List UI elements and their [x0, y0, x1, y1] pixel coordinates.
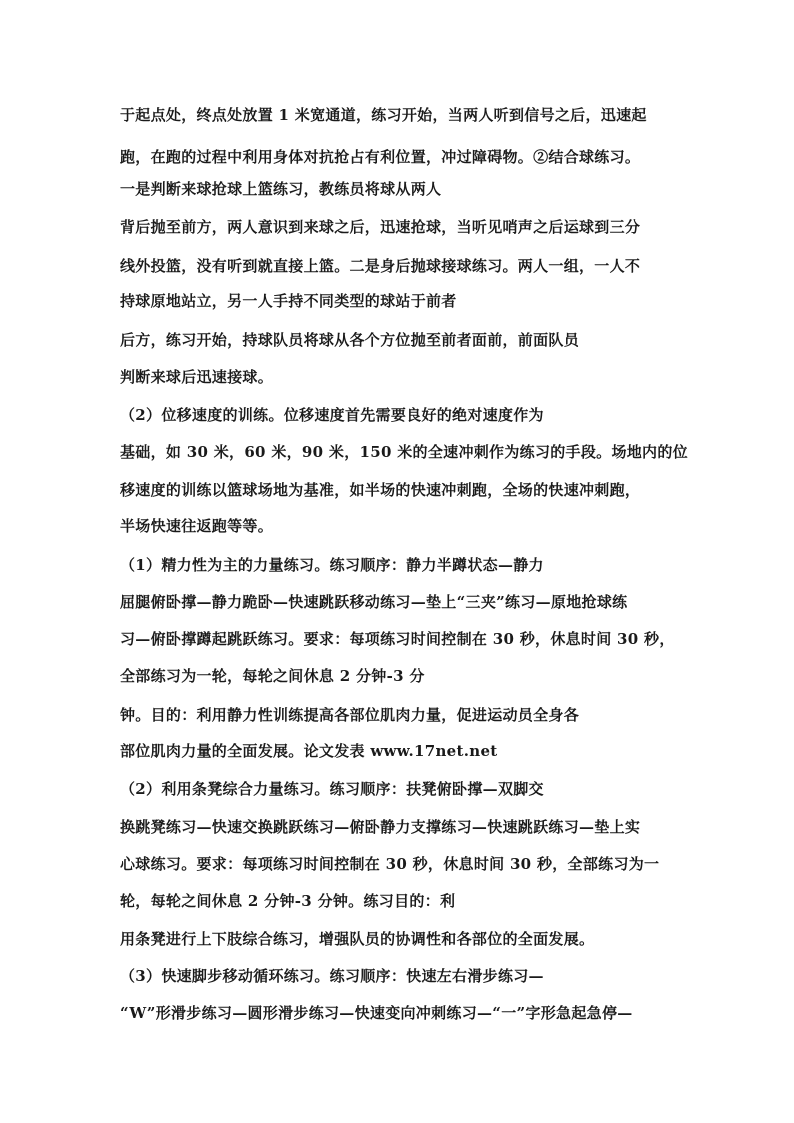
text-line: 判断来球后迅速接球。: [120, 368, 274, 386]
text-line: 心球练习。要求：每项练习时间控制在 30 秒，休息时间 30 秒，全部练习为一: [120, 855, 660, 873]
text-line: 部位肌肉力量的全面发展。论文发表 www.17net.net: [120, 742, 498, 760]
text-line: “W”形滑步练习—圆形滑步练习—快速变向冲刺练习—“一”字形急起急停—: [120, 1004, 633, 1022]
text-line: 屈腿俯卧撑—静力跪卧—快速跳跃移动练习—垫上“三夹”练习—原地抢球练: [120, 593, 628, 611]
text-line: （3）快速脚步移动循环练习。练习顺序：快速左右滑步练习—: [120, 967, 544, 985]
text-line: 移速度的训练以篮球场地为基准，如半场的快速冲刺跑，全场的快速冲刺跑，: [120, 481, 641, 499]
text-line: 换跳凳练习—快速交换跳跃练习—俯卧静力支撑练习—快速跳跃练习—垫上实: [120, 818, 641, 836]
text-line: 全部练习为一轮，每轮之间休息 2 分钟-3 分: [120, 667, 425, 685]
text-line: 持球原地站立，另一人手持不同类型的球站于前者: [120, 292, 457, 310]
text-line: 基础，如 30 米，60 米，90 米，150 米的全速冲刺作为练习的手段。场地内的位: [120, 443, 688, 461]
text-line: （2）位移速度的训练。位移速度首先需要良好的绝对速度作为: [120, 406, 544, 424]
text-line: （2）利用条凳综合力量练习。练习顺序：扶凳俯卧撑—双脚交: [120, 780, 544, 798]
text-line: 一是判断来球抢球上篮练习，教练员将球从两人: [120, 180, 442, 198]
text-line: 于起点处，终点处放置 1 米宽通道，练习开始，当两人听到信号之后，迅速起: [120, 106, 647, 124]
text-line: 背后抛至前方，两人意识到来球之后，迅速抢球，当听见哨声之后运球到三分: [120, 218, 641, 236]
text-line: 后方，练习开始，持球队员将球从各个方位抛至前者面前，前面队员: [120, 331, 580, 349]
text-line: 线外投篮，没有听到就直接上篮。二是身后抛球接球练习。两人一组，一人不: [120, 257, 641, 275]
text-line: 轮，每轮之间休息 2 分钟-3 分钟。练习目的：利: [120, 892, 456, 910]
text-line: 半场快速往返跑等等。: [120, 517, 274, 535]
text-line: （1）精力性为主的力量练习。练习顺序：静力半蹲状态—静力: [120, 556, 544, 574]
text-line: 钟。目的：利用静力性训练提高各部位肌肉力量，促进运动员全身各: [120, 706, 580, 724]
text-line: 用条凳进行上下肢综合练习，增强队员的协调性和各部位的全面发展。: [120, 930, 595, 948]
text-line: 习—俯卧撑蹲起跳跃练习。要求：每项练习时间控制在 30 秒，休息时间 30 秒，: [120, 630, 675, 648]
text-line: 跑，在跑的过程中利用身体对抗抢占有利位置，冲过障碍物。②结合球练习。: [120, 148, 641, 166]
